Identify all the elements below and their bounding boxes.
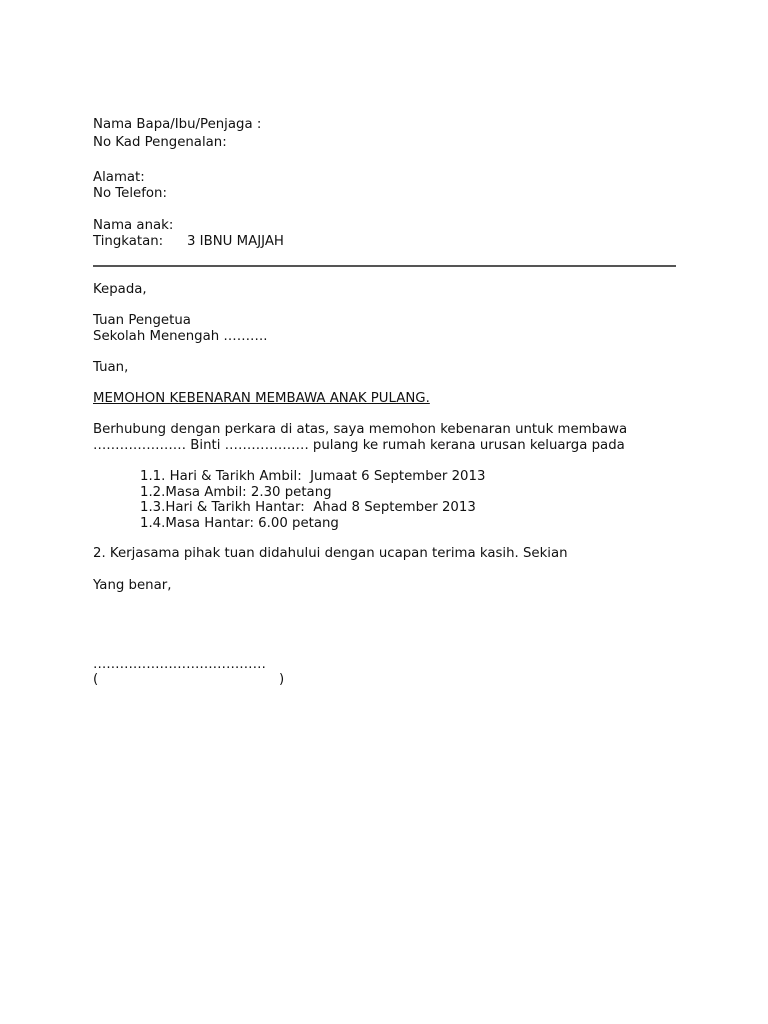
- grade-label: Tingkatan:: [93, 234, 164, 249]
- list-item: 1.4.Masa Hantar: 6.00 petang: [140, 516, 339, 531]
- kepada-label: Kepada,: [93, 282, 147, 297]
- address-label: Alamat:: [93, 170, 145, 185]
- name-paren-close: ): [279, 672, 285, 687]
- list-item: 1.2.Masa Ambil: 2.30 petang: [140, 485, 332, 500]
- paragraph-2: 2. Kerjasama pihak tuan didahului dengan ucapan terima kasih. Sekian: [93, 546, 568, 561]
- ic-number-label: No Kad Pengenalan:: [93, 135, 227, 150]
- letter-subject: MEMOHON KEBENARAN MEMBAWA ANAK PULANG.: [93, 391, 430, 406]
- recipient-school: Sekolah Menengah ……….: [93, 329, 268, 344]
- grade-value: 3 IBNU MAJJAH: [187, 234, 284, 249]
- signature-line: …………………………………: [93, 657, 266, 672]
- name-paren-open: (: [93, 672, 99, 687]
- header-divider: [93, 265, 676, 267]
- recipient-title: Tuan Pengetua: [93, 313, 191, 328]
- list-item: 1.3.Hari & Tarikh Hantar: Ahad 8 September 2013: [140, 500, 476, 515]
- closing-yang-benar: Yang benar,: [93, 578, 172, 593]
- phone-label: No Telefon:: [93, 186, 167, 201]
- paragraph-1-line-1: Berhubung dengan perkara di atas, saya memohon kebenaran untuk membawa: [93, 422, 628, 437]
- child-name-label: Nama anak:: [93, 218, 174, 233]
- parent-name-label: Nama Bapa/Ibu/Penjaga :: [93, 117, 262, 132]
- list-item: 1.1. Hari & Tarikh Ambil: Jumaat 6 September 2013: [140, 469, 486, 484]
- paragraph-1-line-2: ………………… Binti ………………. pulang ke rumah kerana urusan keluarga pada: [93, 438, 625, 453]
- salutation: Tuan,: [93, 360, 129, 375]
